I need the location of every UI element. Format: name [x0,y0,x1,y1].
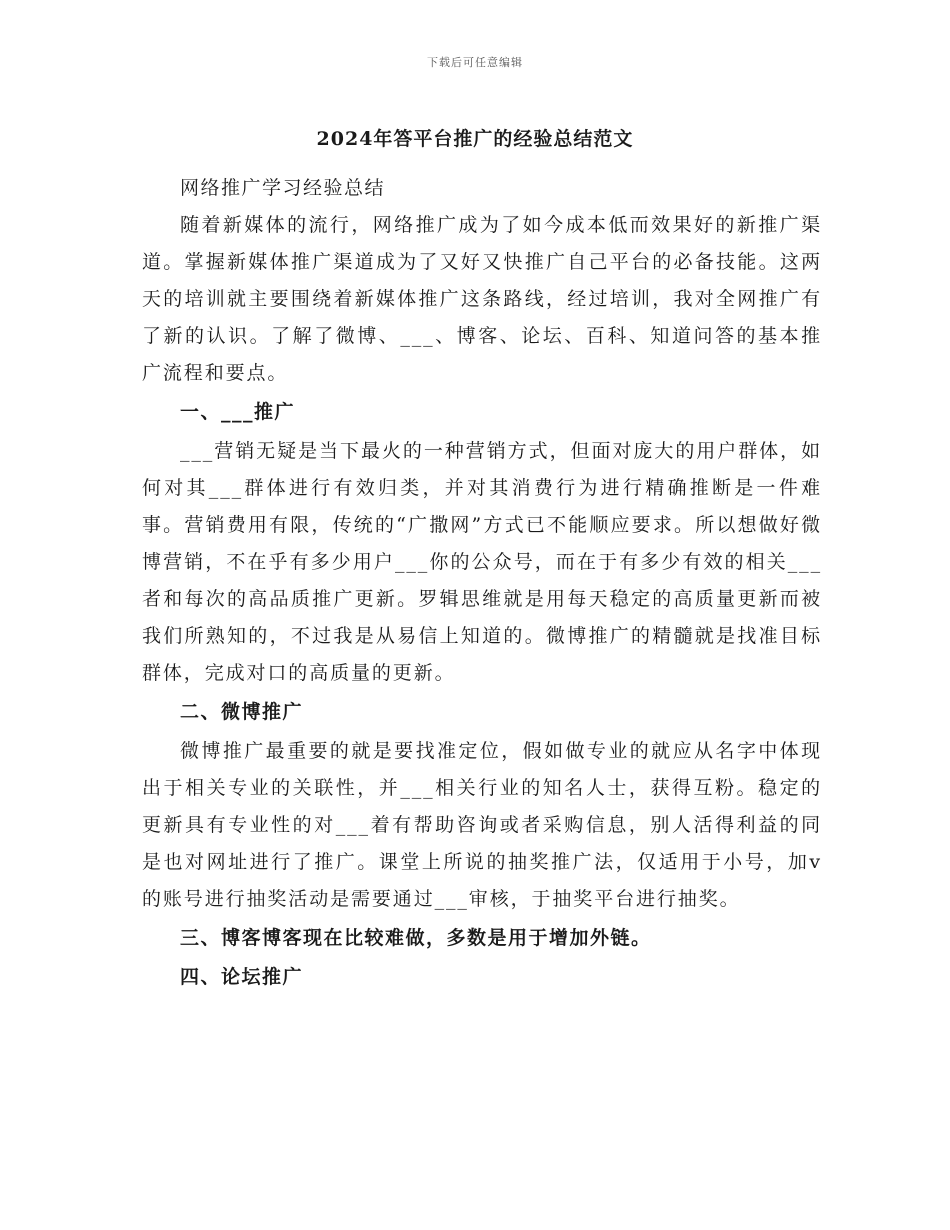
section-paragraph: 微博推广最重要的就是要找准定位，假如做专业的就应从名字中体现出于相关专业的关联性，并___相关行业的知名人士，获得互粉。稳定的更新具有专业性的对___着有帮助咨询或者采购信息，别人活得利益的同是也对网址进行了推广。课堂上所说的抽奖推广法，仅适用于小号，加v的账号进行抽奖活动是需要通过___审核，于抽奖平台进行抽奖。 [142,740,822,910]
section-heading: 一、___推广 [180,401,296,423]
section-heading: 三、博客博客现在比较难做，多数是用于增加外链。 [180,927,652,949]
document-title: 2024年答平台推广的经验总结范文 [316,128,634,150]
section-paragraph: ___营销无疑是当下最火的一种营销方式，但面对庞大的用户群体，如何对其___群体进行有效归类，并对其消费行为进行精确推断是一件难事。营销费用有限，传统的“广撒网”方式已不能顺应要求。所以想做好微博营销，不在乎有多少用户___你的公众号，而在于有多少有效的相关___者和每次的高品质推广更新。罗辑思维就是用每天稳定的高质量更新而被我们所熟知的，不过我是从易信上知道的。微博推广的精髓就是找准目标群体，完成对口的高质量的更新。 [142,440,822,684]
document-body [142,170,822,998]
section-heading: 四、论坛推广 [180,966,304,988]
intro-paragraph: 随着新媒体的流行，网络推广成为了如今成本低而效果好的新推广渠道。掌握新媒体推广渠道成为了又好又快推广自己平台的必备技能。这两天的培训就主要围绕着新媒体推广这条路线，经过培训，我对全网推广有了新的认识。了解了微博、___、博客、论坛、百科、知道问答的基本推广流程和要点。 [142,214,822,384]
header-note: 下载后可任意编辑 [427,56,523,69]
section-heading: 二、微博推广 [180,701,304,723]
subtitle-paragraph: 网络推广学习经验总结 [180,177,386,199]
